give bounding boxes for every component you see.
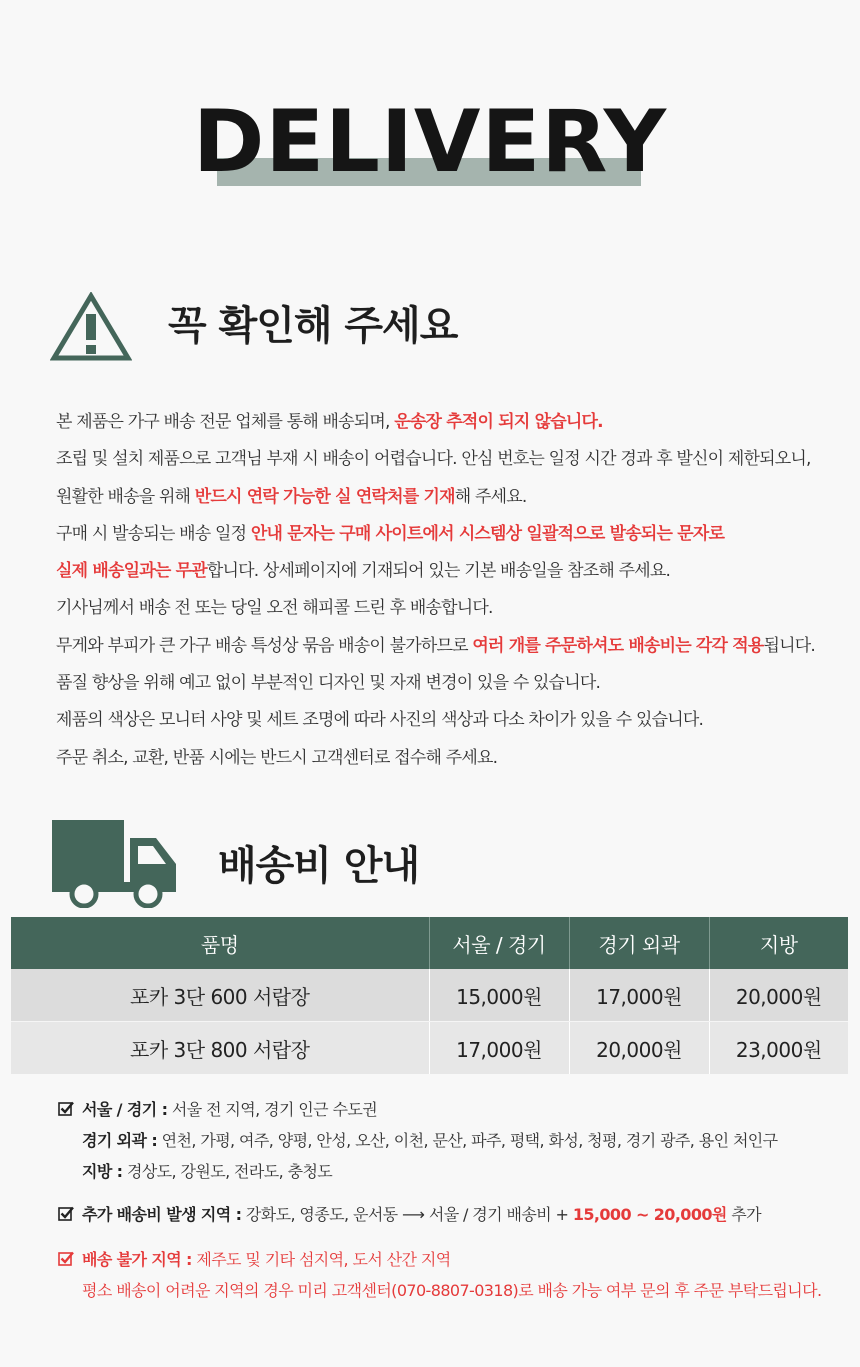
notice-line — [56, 665, 846, 702]
fee-cell-outer: 20,000원 — [569, 1022, 709, 1075]
local-region-row — [58, 1156, 848, 1187]
truck-icon — [52, 820, 180, 908]
seoul-region-row — [58, 1094, 848, 1125]
extra-fee-row — [58, 1199, 848, 1230]
notice-highlight: 안내 문자는 구매 사이트에서 시스템상 일괄적으로 발송되는 문자로 — [250, 523, 725, 544]
unavailable-text: 제주도 및 기타 섬지역, 도서 산간 지역 — [191, 1250, 451, 1269]
notice-line — [56, 740, 846, 777]
unavailable-label: 배송 불가 지역 : — [82, 1250, 192, 1269]
notice-text: 무게와 부피가 큰 가구 배송 특성상 묶음 배송이 불가하므로 — [56, 635, 473, 656]
fee-heading — [52, 818, 812, 910]
product-name-cell: 포카 3단 600 서랍장 — [11, 969, 429, 1022]
notice-line — [56, 553, 846, 590]
fee-heading-text: 배송비 안내 — [218, 843, 420, 889]
extra-fee-amount: 15,000 ~ 20,000원 — [572, 1205, 727, 1224]
notice-highlight: 실제 배송일과는 무관 — [56, 561, 207, 582]
notice-text: 조립 및 설치 제품으로 고객님 부재 시 배송이 어렵습니다. 안심 번호는 일정 시간 경과 후 발신이 제한되오니, — [56, 449, 811, 470]
notice-line — [56, 479, 846, 516]
notice-text: 기사님께서 배송 전 또는 당일 오전 해피콜 드린 후 배송합니다. — [56, 598, 493, 619]
unavailable-row — [58, 1244, 848, 1275]
column-header-seoul: 서울 / 경기 — [429, 917, 569, 969]
table-row — [11, 969, 848, 1022]
notice-line — [56, 590, 846, 627]
outer-label: 경기 외곽 : — [82, 1131, 158, 1150]
check-icon — [58, 1251, 74, 1267]
notice-line — [56, 516, 846, 553]
warning-icon — [50, 292, 132, 362]
notice-text: 구매 시 발송되는 배송 일정 — [56, 523, 251, 544]
notice-text: 됩니다. — [763, 635, 816, 656]
fee-cell-outer: 17,000원 — [569, 969, 709, 1022]
region-info — [58, 1094, 848, 1187]
check-icon — [58, 1101, 74, 1117]
notice-highlight: 운송장 추적이 되지 않습니다. — [394, 412, 603, 432]
notice-heading — [50, 292, 810, 364]
fee-cell-local: 23,000원 — [709, 1022, 848, 1075]
notice-highlight: 반드시 연락 가능한 실 연락처를 기재 — [194, 486, 455, 507]
fee-cell-seoul: 17,000원 — [429, 1022, 569, 1075]
notice-text: 제품의 색상은 모니터 사양 및 세트 조명에 따라 사진의 색상과 다소 차이가 있을 수 있습니다. — [56, 710, 704, 731]
product-name-cell: 포카 3단 800 서랍장 — [11, 1022, 429, 1075]
notice-heading-text: 꼭 확인해 주세요 — [168, 303, 458, 349]
table-header-row — [11, 917, 848, 969]
check-icon — [58, 1206, 74, 1222]
notice-line — [56, 628, 846, 665]
notice-text: 품질 향상을 위해 예고 없이 부분적인 디자인 및 자재 변경이 있을 수 있습니다. — [56, 673, 601, 694]
fee-cell-seoul: 15,000원 — [429, 969, 569, 1022]
page-title: DELIVERY — [192, 92, 668, 192]
notice-text: 주문 취소, 교환, 반품 시에는 반드시 고객센터로 접수해 주세요. — [56, 747, 498, 768]
notice-highlight: 여러 개를 주문하셔도 배송비는 각각 적용 — [472, 635, 764, 656]
notice-line — [56, 404, 846, 441]
notice-line — [56, 702, 846, 739]
outer-text: 연천, 가평, 여주, 양평, 안성, 오산, 이천, 문산, 파주, 평택, 화성, 청평, 경기 광주, 용인 처인구 — [157, 1131, 778, 1150]
notice-text: 본 제품은 가구 배송 전문 업체를 통해 배송되며, — [56, 412, 395, 432]
seoul-text: 서울 전 지역, 경기 인근 수도권 — [167, 1100, 378, 1119]
outer-region-row — [58, 1125, 848, 1156]
table-row — [11, 1022, 848, 1075]
column-header-outer: 경기 외곽 — [569, 917, 709, 969]
extra-fee-suffix: 추가 — [726, 1205, 761, 1224]
unavailable-note: 평소 배송이 어려운 지역의 경우 미리 고객센터(070-8807-0318)로 배송 가능 여부 문의 후 주문 부탁드립니다. — [82, 1281, 822, 1300]
shipping-fee-table — [11, 917, 848, 1074]
fee-cell-local: 20,000원 — [709, 969, 848, 1022]
column-header-local: 지방 — [709, 917, 848, 969]
notice-text: 원활한 배송을 위해 — [56, 486, 195, 507]
local-label: 지방 : — [82, 1162, 123, 1181]
local-text: 경상도, 강원도, 전라도, 충청도 — [122, 1162, 333, 1181]
delivery-title-block — [0, 92, 860, 192]
extra-fee-label: 추가 배송비 발생 지역 : — [82, 1205, 242, 1224]
extra-fee-text: 강화도, 영종도, 운서동 ⟶ 서울 / 경기 배송비 + — [241, 1205, 573, 1224]
seoul-label: 서울 / 경기 : — [82, 1100, 168, 1119]
column-header-product: 품명 — [11, 917, 429, 969]
notice-text: 해 주세요. — [454, 486, 527, 507]
notice-text: 합니다. 상세페이지에 기재되어 있는 기본 배송일을 참조해 주세요. — [206, 561, 671, 582]
extra-fee-info — [58, 1199, 848, 1230]
notice-line — [56, 441, 846, 478]
unavailable-info — [58, 1244, 848, 1306]
notice-list — [56, 404, 846, 777]
